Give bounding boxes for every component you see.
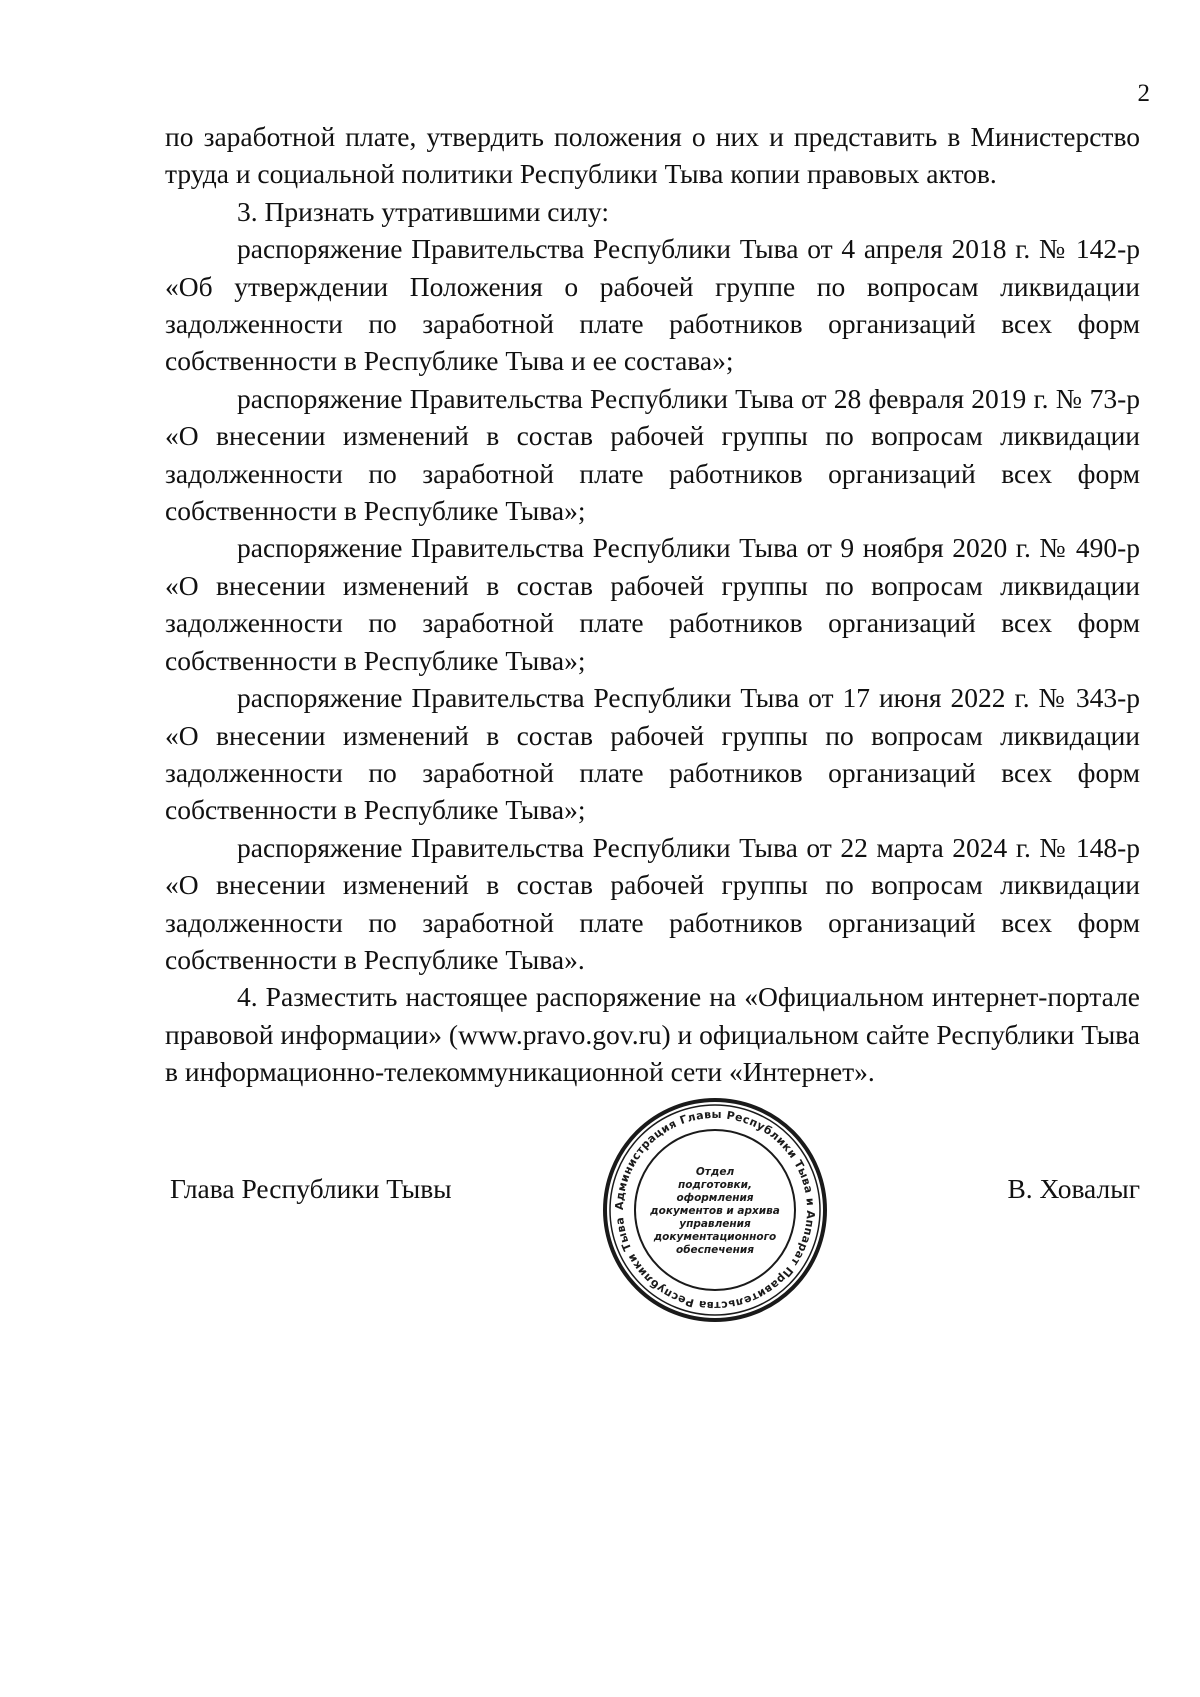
seal-center-line: обеспечения (676, 1244, 754, 1256)
seal-center-line: оформления (676, 1192, 754, 1204)
seal-center-line: Отдел (695, 1166, 735, 1178)
document-body (165, 118, 1140, 1091)
paragraph-repealed-act-2: распоряжение Правительства Республики Тыва от 28 февраля 2019 г. № 73-р «О внесении изменений в состав рабочей группы по вопросам ликвидации задолженности по заработной плате работников организаций всех форм собственности в Республике Тыва»; (165, 382, 1140, 527)
paragraph-continuation: по заработной плате, утвердить положения о них и представить в Министерство труда и социальной политики Республики Тыва копии правовых актов. (165, 121, 1140, 190)
page-number: 2 (1137, 80, 1150, 107)
seal-center-line: подготовки, (677, 1179, 753, 1191)
paragraph-item-3: 3. Признать утратившими силу: (237, 195, 609, 227)
official-seal (600, 1095, 830, 1325)
paragraph-repealed-act-5: распоряжение Правительства Республики Тыва от 22 марта 2024 г. № 148-р «О внесении изменений в состав рабочей группы по вопросам ликвидации задолженности по заработной плате работников организаций всех форм собственности в Республике Тыва». (165, 831, 1140, 975)
signatory-name: В. Ховалыг (1007, 1173, 1140, 1204)
paragraph-repealed-act-4: распоряжение Правительства Республики Тыва от 17 июня 2022 г. № 343-р «О внесении изменений в состав рабочей группы по вопросам ликвидации задолженности по заработной плате работников организаций всех форм собственности в Республике Тыва»; (165, 682, 1140, 826)
seal-graphic (600, 1095, 830, 1325)
signatory-position: Глава Республики Тывы (170, 1173, 452, 1204)
paragraph-repealed-act-3: распоряжение Правительства Республики Тыва от 9 ноября 2020 г. № 490-р «О внесении изменений в состав рабочей группы по вопросам ликвидации задолженности по заработной плате работников организаций всех форм собственности в Республике Тыва»; (165, 532, 1140, 676)
seal-center-line: документов и архива (650, 1205, 780, 1217)
paragraph-repealed-act-1: распоряжение Правительства Республики Тыва от 4 апреля 2018 г. № 142-р «Об утверждении Положения о рабочей группе по вопросам ликвидации задолженности по заработной плате работников организаций всех форм собственности в Республике Тыва и ее состава»; (165, 233, 1140, 377)
seal-center-line: управления (679, 1218, 751, 1230)
seal-ring-text: Администрация Главы Республики Тыва и Аппарат Правительства Республики Тыва (612, 1107, 818, 1313)
paragraph-item-4: 4. Разместить настоящее распоряжение на «Официальном интернет-портале правовой информации» (www.pravo.gov.ru) и официальном сайте Республики Тыва в информационно-телекоммуникационной сети «Интернет». (165, 981, 1140, 1088)
seal-center-line: документационного (653, 1231, 777, 1243)
seal-center-text (649, 1166, 780, 1256)
